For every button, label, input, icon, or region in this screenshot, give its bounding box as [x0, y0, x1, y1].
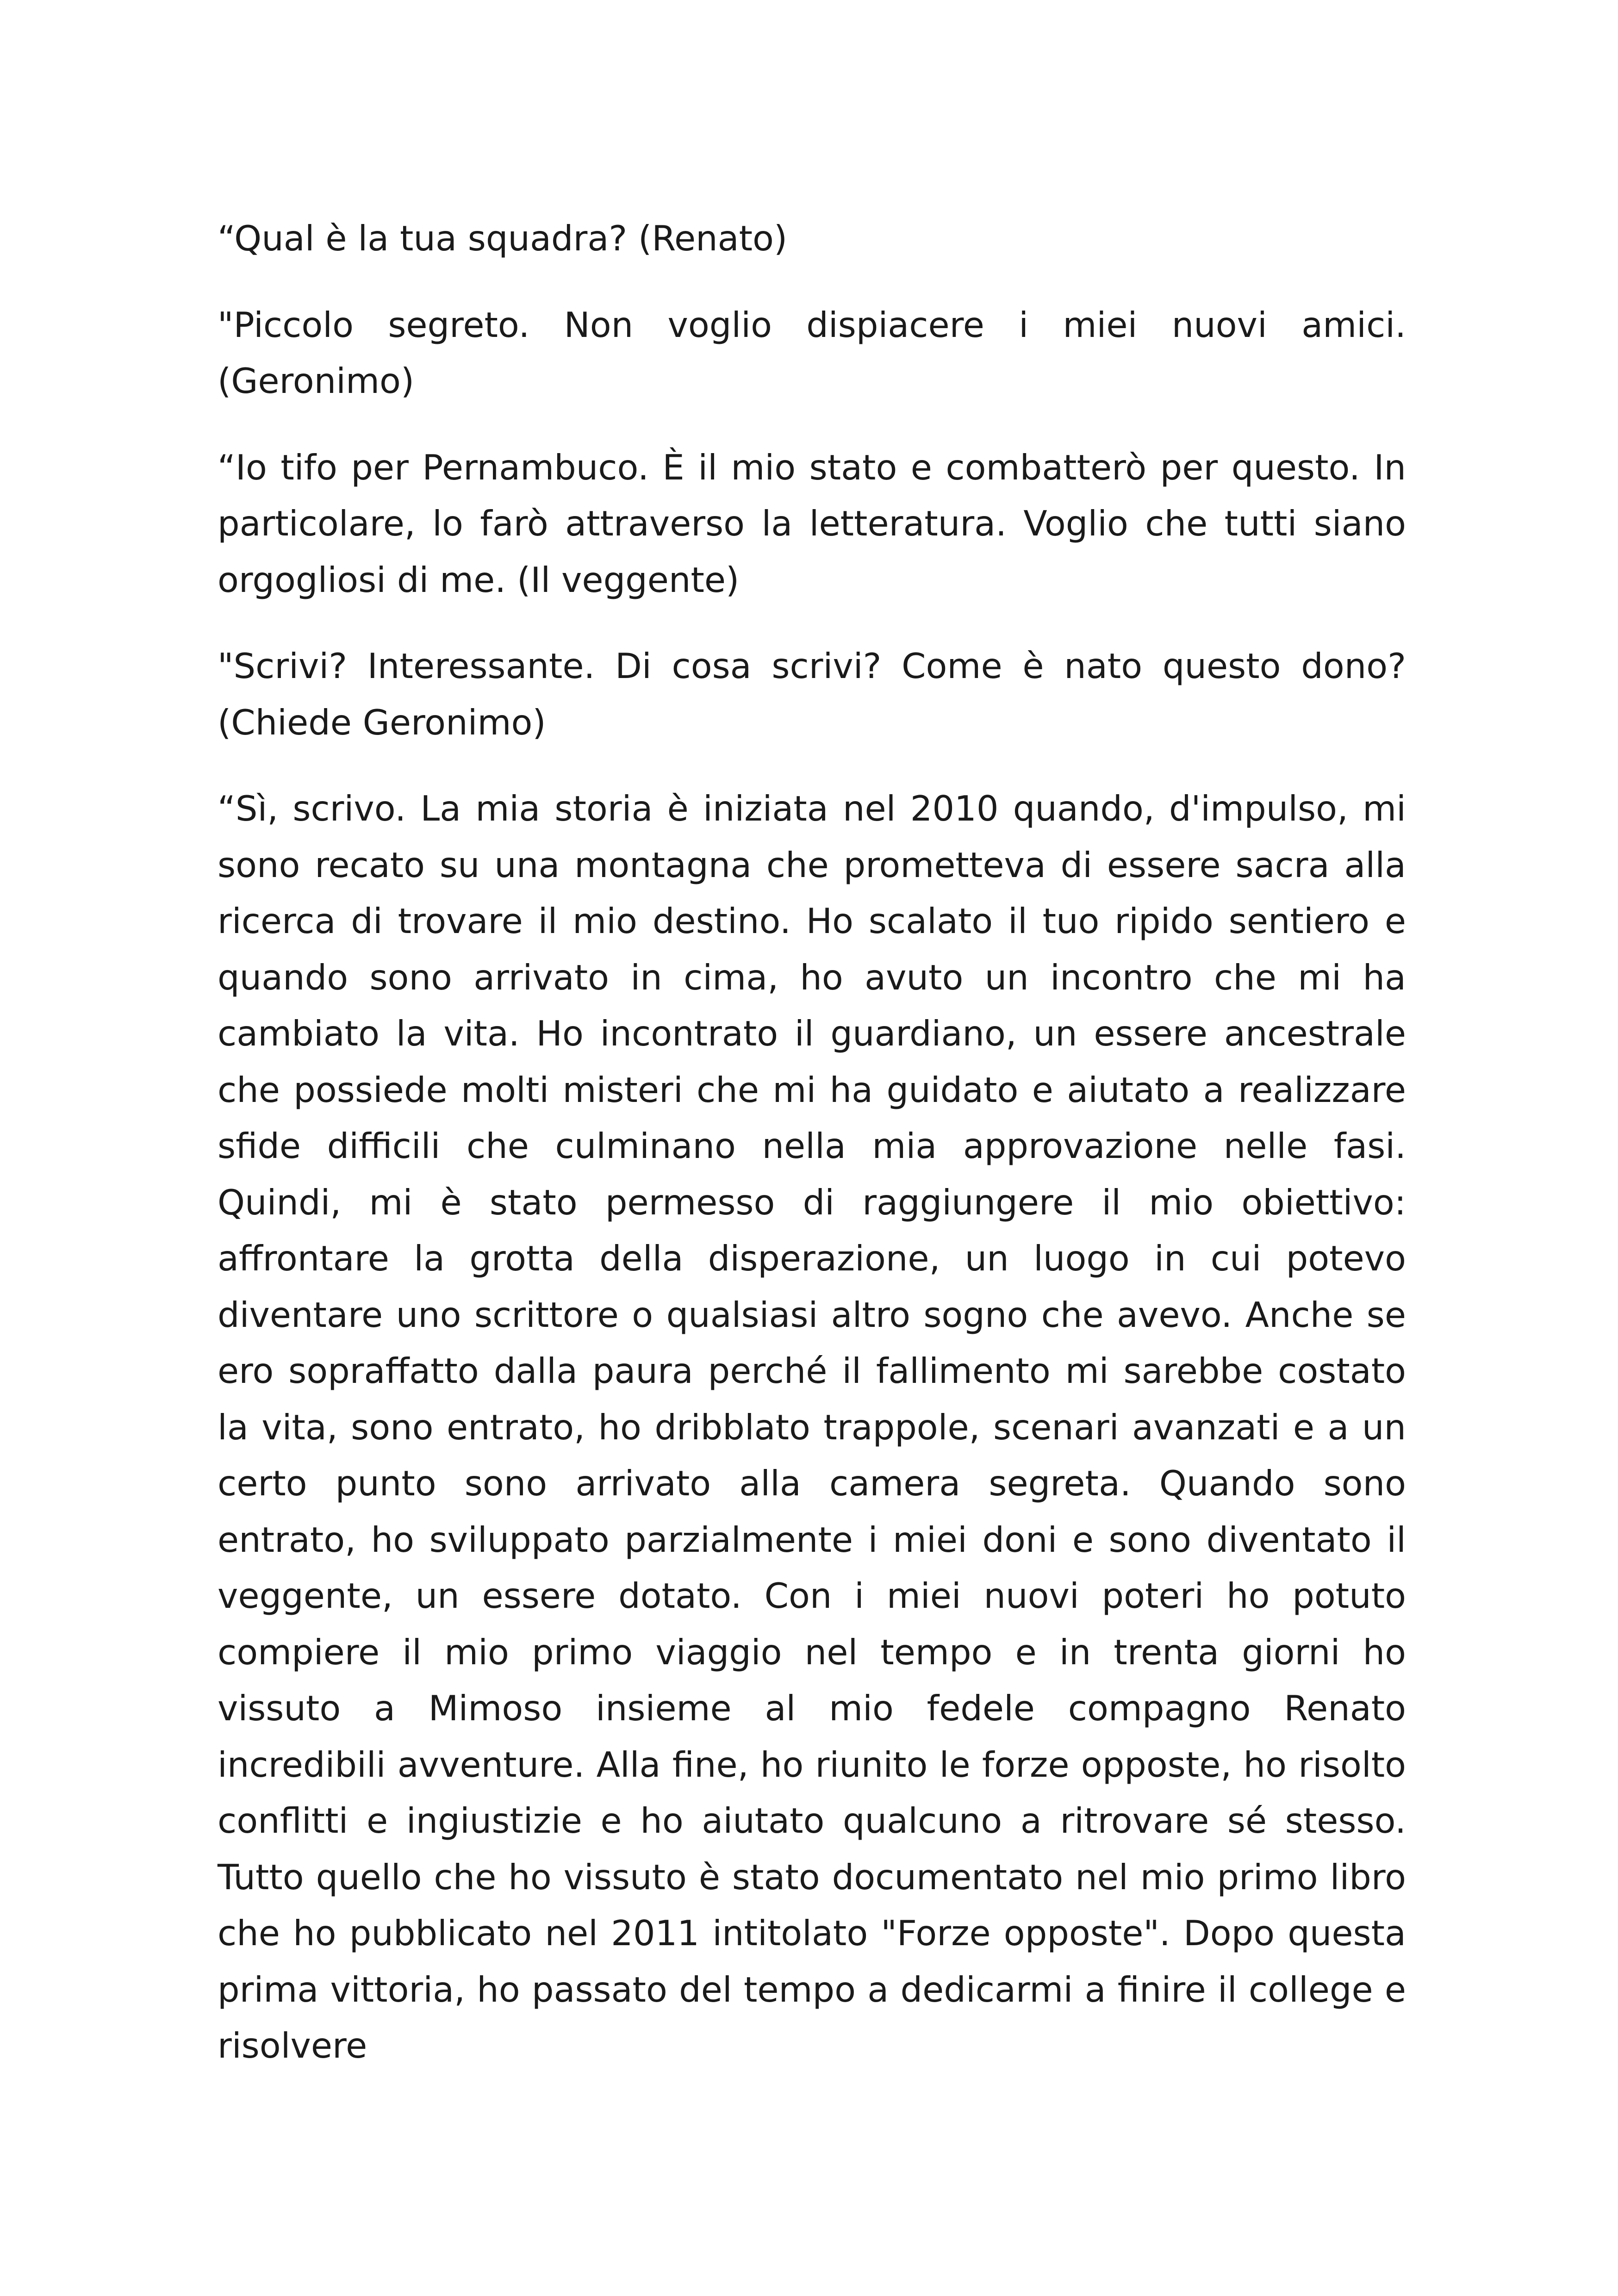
paragraph-veggente-story: “Sì, scrivo. La mia storia è iniziata nel 2010 quando, d'impulso, mi sono recato su una montagna che prometteva di essere sacra alla ricerca di trovare il mio destino. Ho scalato il tuo ripido sentiero e quando sono arrivato in cima, ho avuto un incontro che mi ha cambiato la vita. Ho incontrato il guardiano, un essere ancestrale che possiede molti misteri che mi ha guidato e aiutato a realizzare sfide difficili che culminano nella mia approvazione nelle fasi. Quindi, mi è stato permesso di raggiungere il mio obiettivo: affrontare la grotta della disperazione, un luogo in cui potevo diventare uno scrittore o qualsiasi altro sogno che avevo. Anche se ero sopraffatto dalla paura perché il fallimento mi sarebbe costato la vita, sono entrato, ho dribblato trappole, scenari avanzati e a un certo punto sono arrivato alla camera segreta. Quando sono entrato, ho sviluppato parzialmente i miei doni e sono diventato il veggente, un essere dotato. Con i miei nuovi poteri ho potuto compiere il mio primo viaggio nel tempo e in trenta giorni ho vissuto a Mimoso insieme al mio fedele compagno Renato incredibili avventure. Alla fine, ho riunito le forze opposte, ho risolto conflitti e ingiustizie e ho aiutato qualcuno a ritrovare sé stesso. Tutto quello che ho vissuto è stato documentato nel mio primo libro che ho pubblicato nel 2011 intitolato "Forze opposte". Dopo questa prima vittoria, ho passato del tempo a dedicarmi a finire il college e risolvere [218, 788, 1406, 2066]
paragraph-veggente-pernambuco: “Io tifo per Pernambuco. È il mio stato e combatterò per questo. In particolare, lo farò attraverso la letteratura. Voglio che tutti siano orgogliosi di me. (Il veggente) [218, 447, 1406, 600]
text-body [218, 211, 1406, 2104]
paragraph-geronimo-question: "Scrivi? Interessante. Di cosa scrivi? Come è nato questo dono? (Chiede Geronimo) [218, 646, 1406, 743]
paragraph-geronimo-reply: "Piccolo segreto. Non voglio dispiacere i miei nuovi amici. (Geronimo) [218, 304, 1406, 401]
paragraph-renato-question: “Qual è la tua squadra? (Renato) [218, 218, 788, 259]
